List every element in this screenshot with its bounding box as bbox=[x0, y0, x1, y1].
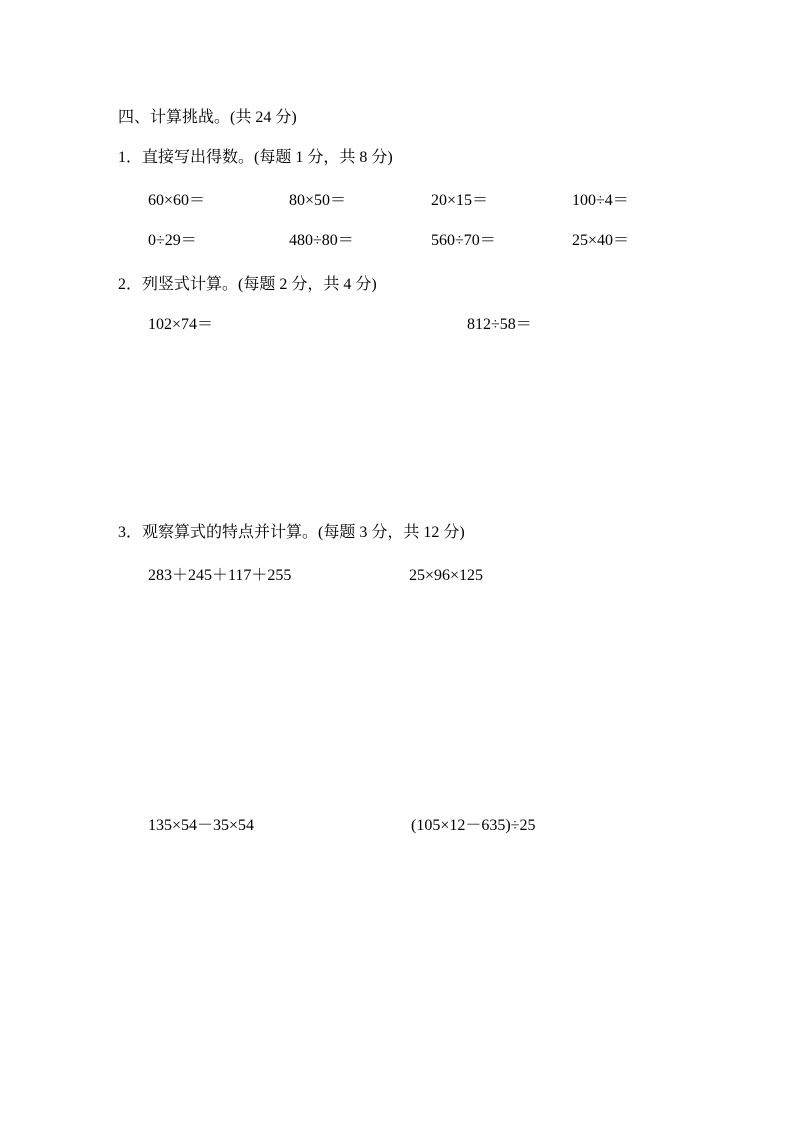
q3-expression: 283＋245＋117＋255 bbox=[148, 567, 292, 584]
q1-expression: 0÷29＝ bbox=[148, 232, 197, 249]
q1-expression: 60×60＝ bbox=[148, 192, 206, 209]
q1-expression: 25×40＝ bbox=[572, 232, 630, 249]
q2-expression: 812÷58＝ bbox=[467, 316, 532, 333]
q1-expression: 20×15＝ bbox=[431, 192, 489, 209]
question-2-title: 2．列竖式计算。(每题 2 分，共 4 分) bbox=[118, 276, 377, 293]
q3-expression: 25×96×125 bbox=[409, 567, 484, 584]
q1-expression: 100÷4＝ bbox=[572, 192, 629, 209]
question-3-title: 3．观察算式的特点并计算。(每题 3 分，共 12 分) bbox=[118, 524, 465, 541]
section-title: 四、计算挑战。(共 24 分) bbox=[118, 109, 297, 126]
q3-expression: 135×54－35×54 bbox=[148, 817, 255, 834]
question-1-title: 1．直接写出得数。(每题 1 分，共 8 分) bbox=[118, 149, 393, 166]
q2-expression: 102×74＝ bbox=[148, 316, 214, 333]
q1-expression: 480÷80＝ bbox=[289, 232, 354, 249]
q3-expression: (105×12－635)÷25 bbox=[411, 817, 536, 834]
q1-expression: 560÷70＝ bbox=[431, 232, 496, 249]
q1-expression: 80×50＝ bbox=[289, 192, 347, 209]
